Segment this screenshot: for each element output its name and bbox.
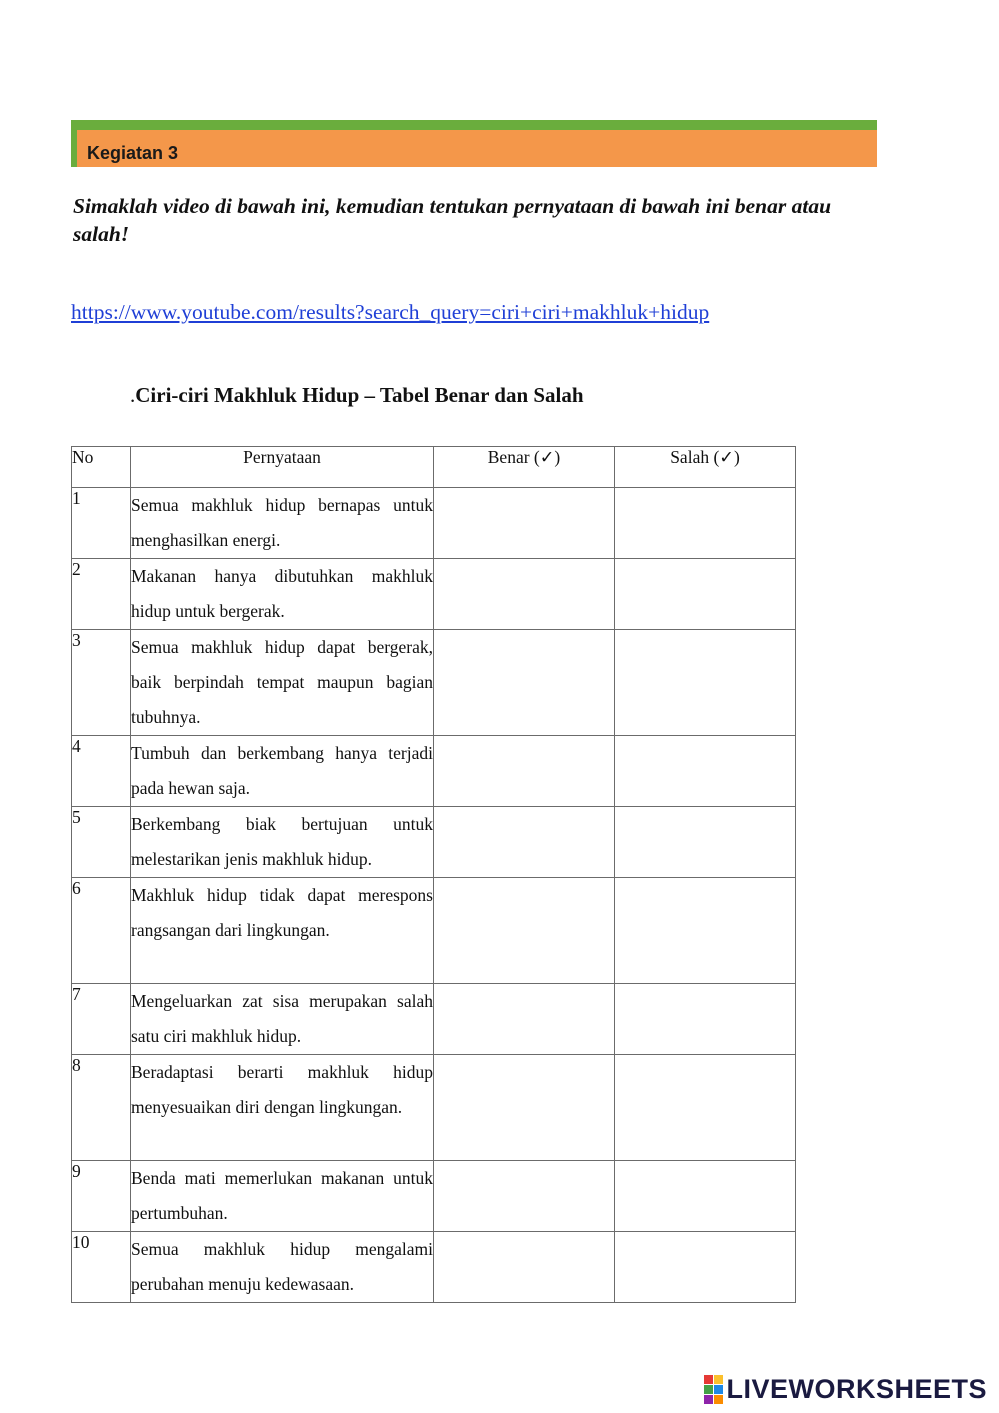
row-statement: Semua makhluk hidup dapat bergerak, baik berpindah tempat maupun bagian tubuhnya. — [131, 630, 434, 736]
row-number: 1 — [72, 488, 131, 559]
benar-answer-cell[interactable] — [434, 488, 615, 559]
header-no: No — [72, 447, 131, 488]
header-orange-band — [77, 130, 877, 167]
table-row — [72, 1232, 796, 1303]
true-false-table — [71, 446, 796, 1303]
row-number: 4 — [72, 736, 131, 807]
row-number: 2 — [72, 559, 131, 630]
logo-text: LIVEWORKSHEETS — [726, 1374, 987, 1404]
row-statement: Benda mati memerlukan makanan untuk pertumbuhan. — [131, 1161, 434, 1232]
row-statement: Beradaptasi berarti makhluk hidup menyesuaikan diri dengan lingkungan. — [131, 1055, 434, 1161]
activity-label: Kegiatan 3 — [87, 143, 179, 163]
logo-square — [714, 1395, 723, 1404]
table-row — [72, 984, 796, 1055]
benar-answer-cell[interactable] — [434, 878, 615, 984]
row-number: 5 — [72, 807, 131, 878]
header-benar: Benar (✓) — [434, 447, 615, 488]
table-row — [72, 488, 796, 559]
salah-answer-cell[interactable] — [615, 630, 796, 736]
row-number: 6 — [72, 878, 131, 984]
liveworksheets-logo — [704, 1374, 987, 1405]
logo-square — [704, 1395, 713, 1404]
salah-answer-cell[interactable] — [615, 736, 796, 807]
benar-answer-cell[interactable] — [434, 630, 615, 736]
table-row — [72, 630, 796, 736]
table-row — [72, 559, 796, 630]
row-statement: Tumbuh dan berkembang hanya terjadi pada hewan saja. — [131, 736, 434, 807]
table-row — [72, 878, 796, 984]
benar-answer-cell[interactable] — [434, 1161, 615, 1232]
header-salah: Salah (✓) — [615, 447, 796, 488]
benar-answer-cell[interactable] — [434, 736, 615, 807]
table-row — [72, 1161, 796, 1232]
row-number: 8 — [72, 1055, 131, 1161]
salah-answer-cell[interactable] — [615, 984, 796, 1055]
row-statement: Semua makhluk hidup bernapas untuk menghasilkan energi. — [131, 488, 434, 559]
salah-answer-cell[interactable] — [615, 807, 796, 878]
instruction-text: Simaklah video di bawah ini, kemudian tentukan pernyataan di bawah ini benar atau salah! — [73, 194, 832, 246]
benar-answer-cell[interactable] — [434, 807, 615, 878]
table-row — [72, 1055, 796, 1161]
row-number: 9 — [72, 1161, 131, 1232]
table-row — [72, 807, 796, 878]
benar-answer-cell[interactable] — [434, 1055, 615, 1161]
row-statement: Semua makhluk hidup mengalami perubahan menuju kedewasaan. — [131, 1232, 434, 1303]
salah-answer-cell[interactable] — [615, 878, 796, 984]
table-header-row — [72, 447, 796, 488]
salah-answer-cell[interactable] — [615, 488, 796, 559]
benar-answer-cell[interactable] — [434, 559, 615, 630]
row-statement: Berkembang biak bertujuan untuk melestarikan jenis makhluk hidup. — [131, 807, 434, 878]
video-link[interactable]: https://www.youtube.com/results?search_query=ciri+ciri+makhluk+hidup — [71, 300, 710, 324]
row-statement: Makanan hanya dibutuhkan makhluk hidup untuk bergerak. — [131, 559, 434, 630]
row-number: 7 — [72, 984, 131, 1055]
salah-answer-cell[interactable] — [615, 1232, 796, 1303]
benar-answer-cell[interactable] — [434, 984, 615, 1055]
row-statement: Mengeluarkan zat sisa merupakan salah satu ciri makhluk hidup. — [131, 984, 434, 1055]
logo-square — [704, 1385, 713, 1394]
table-title-prefix: . — [130, 383, 136, 407]
salah-answer-cell[interactable] — [615, 1055, 796, 1161]
activity-header — [71, 120, 877, 167]
row-number: 10 — [72, 1232, 131, 1303]
header-green-bar — [71, 120, 877, 130]
logo-square — [714, 1375, 723, 1384]
row-statement: Makhluk hidup tidak dapat merespons rangsangan dari lingkungan. — [131, 878, 434, 984]
logo-grid-icon — [704, 1375, 723, 1404]
header-statement: Pernyataan — [131, 447, 434, 488]
salah-answer-cell[interactable] — [615, 1161, 796, 1232]
logo-square — [714, 1385, 723, 1394]
table-title-text: Ciri-ciri Makhluk Hidup – Tabel Benar dan Salah — [135, 383, 584, 407]
salah-answer-cell[interactable] — [615, 559, 796, 630]
benar-answer-cell[interactable] — [434, 1232, 615, 1303]
table-title — [130, 383, 584, 408]
table-row — [72, 736, 796, 807]
logo-square — [704, 1375, 713, 1384]
row-number: 3 — [72, 630, 131, 736]
